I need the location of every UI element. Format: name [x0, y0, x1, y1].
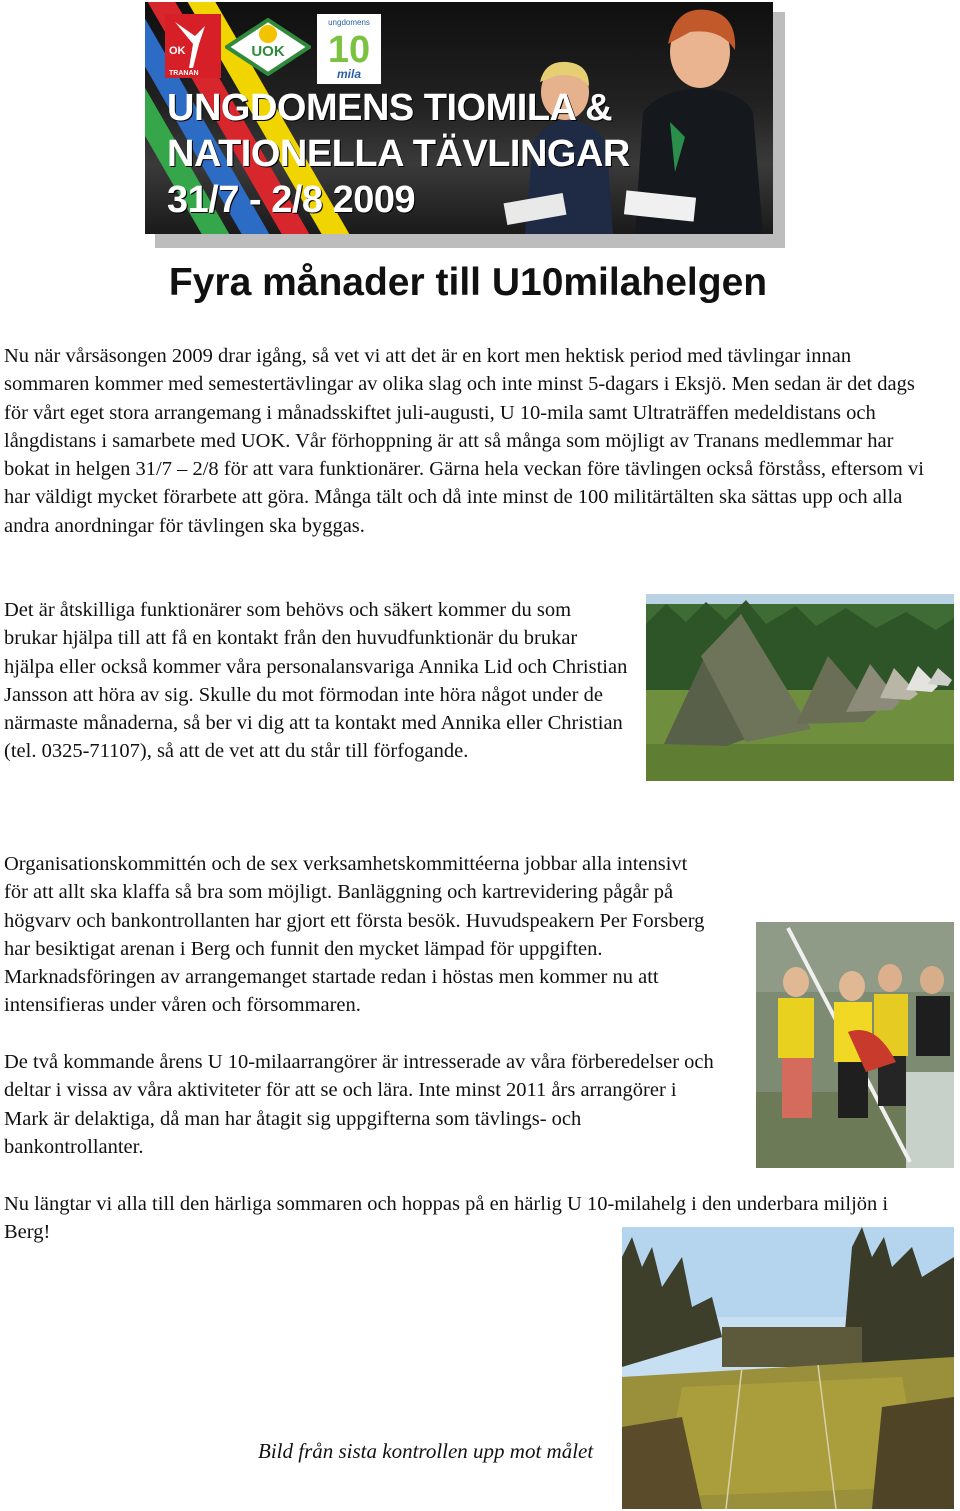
- tranan-letters: TRANAN: [169, 70, 199, 77]
- ok-tranan-logo: [165, 14, 221, 78]
- uok-letters: UOK: [251, 43, 285, 60]
- mila-letters: mila: [336, 67, 362, 81]
- event-banner: [145, 2, 773, 234]
- paragraph-4: De två kommande årens U 10-milaarrangörer är intresserade av våra förberedelser och deltar i vissa av våra aktiviteter för att se och lära. Inte minst 2011 års arrangörer i Mark är delaktiga, då man har åtagit sig uppgifterna som tävlings- och bankontrollanter.: [4, 1051, 714, 1158]
- finish-landscape-photo: [622, 1227, 954, 1509]
- paragraph-1: Nu när vårsäsongen 2009 drar igång, så vet vi att det är en kort men hektisk period med tävlingar innan sommaren kommer med semestertävlingar av olika slag och inte minst 5-dagars i Eksjö. Men sedan är det dags för vårt eget stora arrangemang i månadsskiftet juli-augusti, U 10-mila samt Ultraträffen medeldistans och långdistans i samarbete med UOK. Vår förhoppning är att så många som möjligt av Tranans medlemmar har bokat in helgen 31/7 – 2/8 för att vara funktionärer. Gärna hela veckan före tävlingen också förståss, eftersom vi har väldigt mycket förarbete att göra. Många tält och då inte minst de 100 militärtälten ska sättas upp och alla andra anordningar för tävlingen ska byggas.: [4, 345, 924, 537]
- article-title: Fyra månader till U10milahelgen: [168, 261, 768, 304]
- banner-line-2: NATIONELLA TÄVLINGAR: [167, 133, 630, 175]
- military-tents-photo: [646, 594, 954, 781]
- paragraph-3-first-lines: Organisationskommittén och de sex verksamhetskommittéerna jobbar alla intensivt för att allt ska klaffa så bra som möjligt. Banläggning och kartrevidering pågår på högvarv och bankontrollanten har gjort ett första besök. Huvudspeakern Per Forsberg har besiktigat arenan i Berg och funnit den mycket lämpad för uppgiften. Marknadsföringen av arrangemanget startade redan i höstas men kommer nu att intensifieras under våren och försommaren.: [4, 853, 705, 1017]
- ok-letters: OK: [169, 45, 186, 57]
- runners-flag-photo: [756, 922, 954, 1168]
- paragraph-2: Det är åtskilliga funktionärer som behövs och säkert kommer du som brukar hjälpa till att få en kontakt från den huvudfunktionär du brukar hjälpa eller också kommer våra personalansvariga Annika Lid och Christian Jansson att höra av sig. Skulle du mot förmodan inte höra något under de närmaste månaderna, så ber vi dig att ta kontakt med Annika eller Christian (tel. 0325-71107), så att de vet att du står till förfogande.: [4, 599, 628, 763]
- banner-dates: 31/7 - 2/8 2009: [167, 179, 416, 221]
- ten-letters: 10: [327, 29, 371, 71]
- uok-logo: [225, 18, 311, 76]
- ungdomens-10-mila-logo: [317, 14, 381, 84]
- ungdomens-letters: ungdomens: [328, 18, 370, 27]
- banner-line-1: UNGDOMENS TIOMILA &: [167, 87, 613, 129]
- photo-caption: Bild från sista kontrollen upp mot målet: [258, 1439, 594, 1463]
- paragraph-5: Nu längtar vi alla till den härliga sommaren och hoppas på en härlig U 10-milahelg i den underbara miljön i Berg!: [4, 1193, 889, 1244]
